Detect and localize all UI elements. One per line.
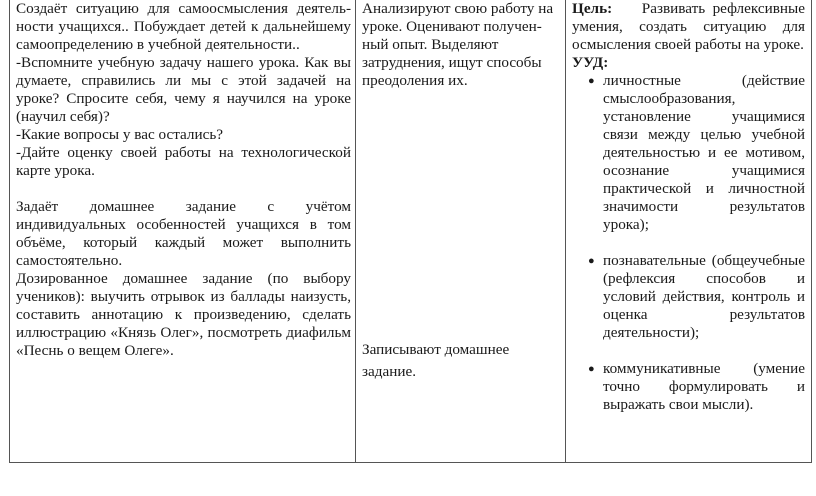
student-activity-top: Анализируют свою работу на уроке. Оценивают полученный опыт. Выделяют затруднения, ищут способы преодоления их. [362, 0, 554, 89]
table-row [10, 0, 812, 463]
teacher-paragraph-6: Дозированное домашнее задание (по выбору учеников): выучить отрывок из баллады наизусть, составить аннотацию к произведению, сделать иллюстрацию «Князь Олег», посмотреть диафильм «Песнь о вещем Олеге». [16, 270, 351, 359]
uud-item-text: личностные (действие смыслообразования, установление учащимися связи между целью учебной деятельностью и ее мотивом, осознание учащимися практической и личностной значимости результатов урока); [603, 72, 805, 233]
student-activity-bottom: Записывают домашнее задание. [362, 341, 510, 380]
uud-item-text: познавательные (общеучебные (рефлексия способов и условий действия, контроль и оценка результатов деятельности); [603, 252, 805, 341]
goals-cell [566, 0, 812, 463]
goal-paragraph [572, 0, 805, 54]
list-item [572, 252, 805, 342]
goal-label: Цель: [572, 0, 613, 17]
uud-label: УУД: [572, 54, 609, 71]
bullet-icon: ● [588, 363, 595, 375]
paragraph-gap [16, 180, 351, 198]
uud-item-text: коммуникативные (умение точно формулировать и выражать свои мысли). [603, 360, 805, 413]
lesson-table [9, 0, 812, 463]
teacher-paragraph-3: -Какие вопросы у вас остались? [16, 126, 224, 143]
teacher-paragraph-1: Создаёт ситуацию для самоосмысления деятельности учащихся.. Побуждает детей к дальнейшему самоопределению в учебной деятельности.. [16, 0, 351, 53]
teacher-paragraph-5: Задаёт домашнее задание с учётом индивидуальных особенностей учащихся в том объёме, который каждый может выполнить самостоятельно. [16, 198, 351, 269]
uud-list [572, 72, 805, 414]
teacher-paragraph-2: -Вспомните учебную задачу нашего урока. Как вы думаете, справились ли мы с этой задачей на уроке? Спросите себя, чему я научился на уроке (научил себя)? [16, 54, 351, 125]
teacher-paragraph-4: -Дайте оценку своей работы на технологической карте урока. [16, 144, 351, 179]
teacher-activity-cell [10, 0, 356, 463]
list-item [572, 360, 805, 414]
student-activity-cell [356, 0, 566, 463]
bullet-icon: ● [588, 75, 595, 87]
list-item [572, 72, 805, 234]
goal-text: Развивать рефлексивные умения, создать ситуацию для осмысления своей работы на уроке. [572, 0, 805, 53]
bullet-icon: ● [588, 255, 595, 267]
